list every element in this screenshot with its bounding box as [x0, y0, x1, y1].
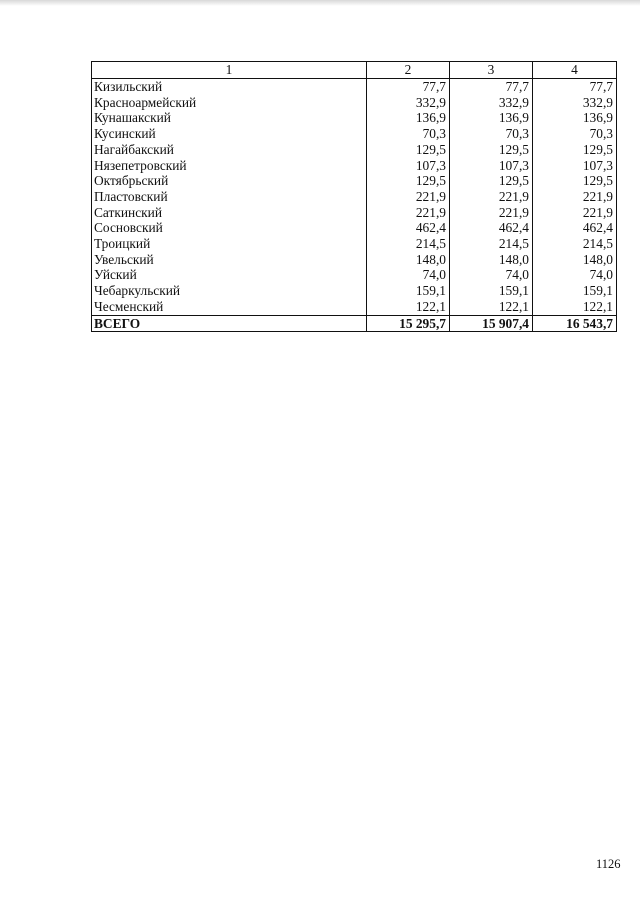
value-cell: 15 907,4	[450, 315, 533, 332]
scan-edge-shadow	[0, 0, 640, 6]
table-row	[92, 299, 617, 315]
total-label: ВСЕГО	[92, 315, 367, 332]
value-cell: 214,5	[533, 236, 617, 252]
table-row	[92, 142, 617, 158]
value-cell: 74,0	[533, 267, 617, 283]
value-cell: 70,3	[367, 126, 450, 142]
value-cell: 70,3	[533, 126, 617, 142]
table-row	[92, 79, 617, 95]
table-row	[92, 110, 617, 126]
table-row	[92, 267, 617, 283]
district-name: Чебаркульский	[92, 283, 367, 299]
value-cell: 159,1	[533, 283, 617, 299]
value-cell: 122,1	[533, 299, 617, 315]
table-row	[92, 95, 617, 111]
data-table	[91, 61, 617, 332]
header-row	[92, 62, 617, 79]
value-cell: 221,9	[533, 189, 617, 205]
value-cell: 214,5	[450, 236, 533, 252]
value-cell: 221,9	[450, 205, 533, 221]
value-cell: 129,5	[450, 173, 533, 189]
table-row	[92, 252, 617, 268]
header-col-1: 1	[92, 62, 367, 79]
value-cell: 107,3	[450, 158, 533, 174]
district-name: Сосновский	[92, 220, 367, 236]
value-cell: 462,4	[367, 220, 450, 236]
value-cell: 70,3	[450, 126, 533, 142]
table-row	[92, 158, 617, 174]
value-cell: 221,9	[533, 205, 617, 221]
table-row	[92, 189, 617, 205]
value-cell: 136,9	[450, 110, 533, 126]
district-name: Нязепетровский	[92, 158, 367, 174]
value-cell: 462,4	[533, 220, 617, 236]
header-col-4: 4	[533, 62, 617, 79]
table-row	[92, 283, 617, 299]
value-cell: 332,9	[533, 95, 617, 111]
value-cell: 221,9	[450, 189, 533, 205]
table-row	[92, 220, 617, 236]
district-name: Пластовский	[92, 189, 367, 205]
value-cell: 136,9	[533, 110, 617, 126]
value-cell: 129,5	[367, 173, 450, 189]
value-cell: 214,5	[367, 236, 450, 252]
value-cell: 221,9	[367, 189, 450, 205]
value-cell: 332,9	[367, 95, 450, 111]
value-cell: 77,7	[450, 79, 533, 95]
value-cell: 74,0	[450, 267, 533, 283]
value-cell: 136,9	[367, 110, 450, 126]
district-name: Кунашакский	[92, 110, 367, 126]
value-cell: 221,9	[367, 205, 450, 221]
district-name: Троицкий	[92, 236, 367, 252]
value-cell: 148,0	[533, 252, 617, 268]
header-col-3: 3	[450, 62, 533, 79]
value-cell: 122,1	[450, 299, 533, 315]
value-cell: 107,3	[533, 158, 617, 174]
value-cell: 148,0	[450, 252, 533, 268]
district-name: Кизильский	[92, 79, 367, 95]
district-name: Кусинский	[92, 126, 367, 142]
value-cell: 129,5	[367, 142, 450, 158]
value-cell: 129,5	[450, 142, 533, 158]
value-cell: 77,7	[367, 79, 450, 95]
value-cell: 107,3	[367, 158, 450, 174]
district-name: Октябрьский	[92, 173, 367, 189]
value-cell: 15 295,7	[367, 315, 450, 332]
table-row	[92, 173, 617, 189]
district-name: Нагайбакский	[92, 142, 367, 158]
district-name: Красноармейский	[92, 95, 367, 111]
header-col-2: 2	[367, 62, 450, 79]
value-cell: 148,0	[367, 252, 450, 268]
value-cell: 332,9	[450, 95, 533, 111]
value-cell: 462,4	[450, 220, 533, 236]
table-row	[92, 236, 617, 252]
page-number: 1126	[596, 857, 621, 871]
value-cell: 74,0	[367, 267, 450, 283]
district-name: Уйский	[92, 267, 367, 283]
value-cell: 129,5	[533, 173, 617, 189]
value-cell: 122,1	[367, 299, 450, 315]
district-name: Чесменский	[92, 299, 367, 315]
value-cell: 77,7	[533, 79, 617, 95]
district-name: Увельский	[92, 252, 367, 268]
total-row	[92, 315, 617, 332]
table-row	[92, 205, 617, 221]
value-cell: 159,1	[450, 283, 533, 299]
table-body	[92, 79, 617, 332]
district-name: Саткинский	[92, 205, 367, 221]
value-cell: 16 543,7	[533, 315, 617, 332]
value-cell: 129,5	[533, 142, 617, 158]
value-cell: 159,1	[367, 283, 450, 299]
table-row	[92, 126, 617, 142]
